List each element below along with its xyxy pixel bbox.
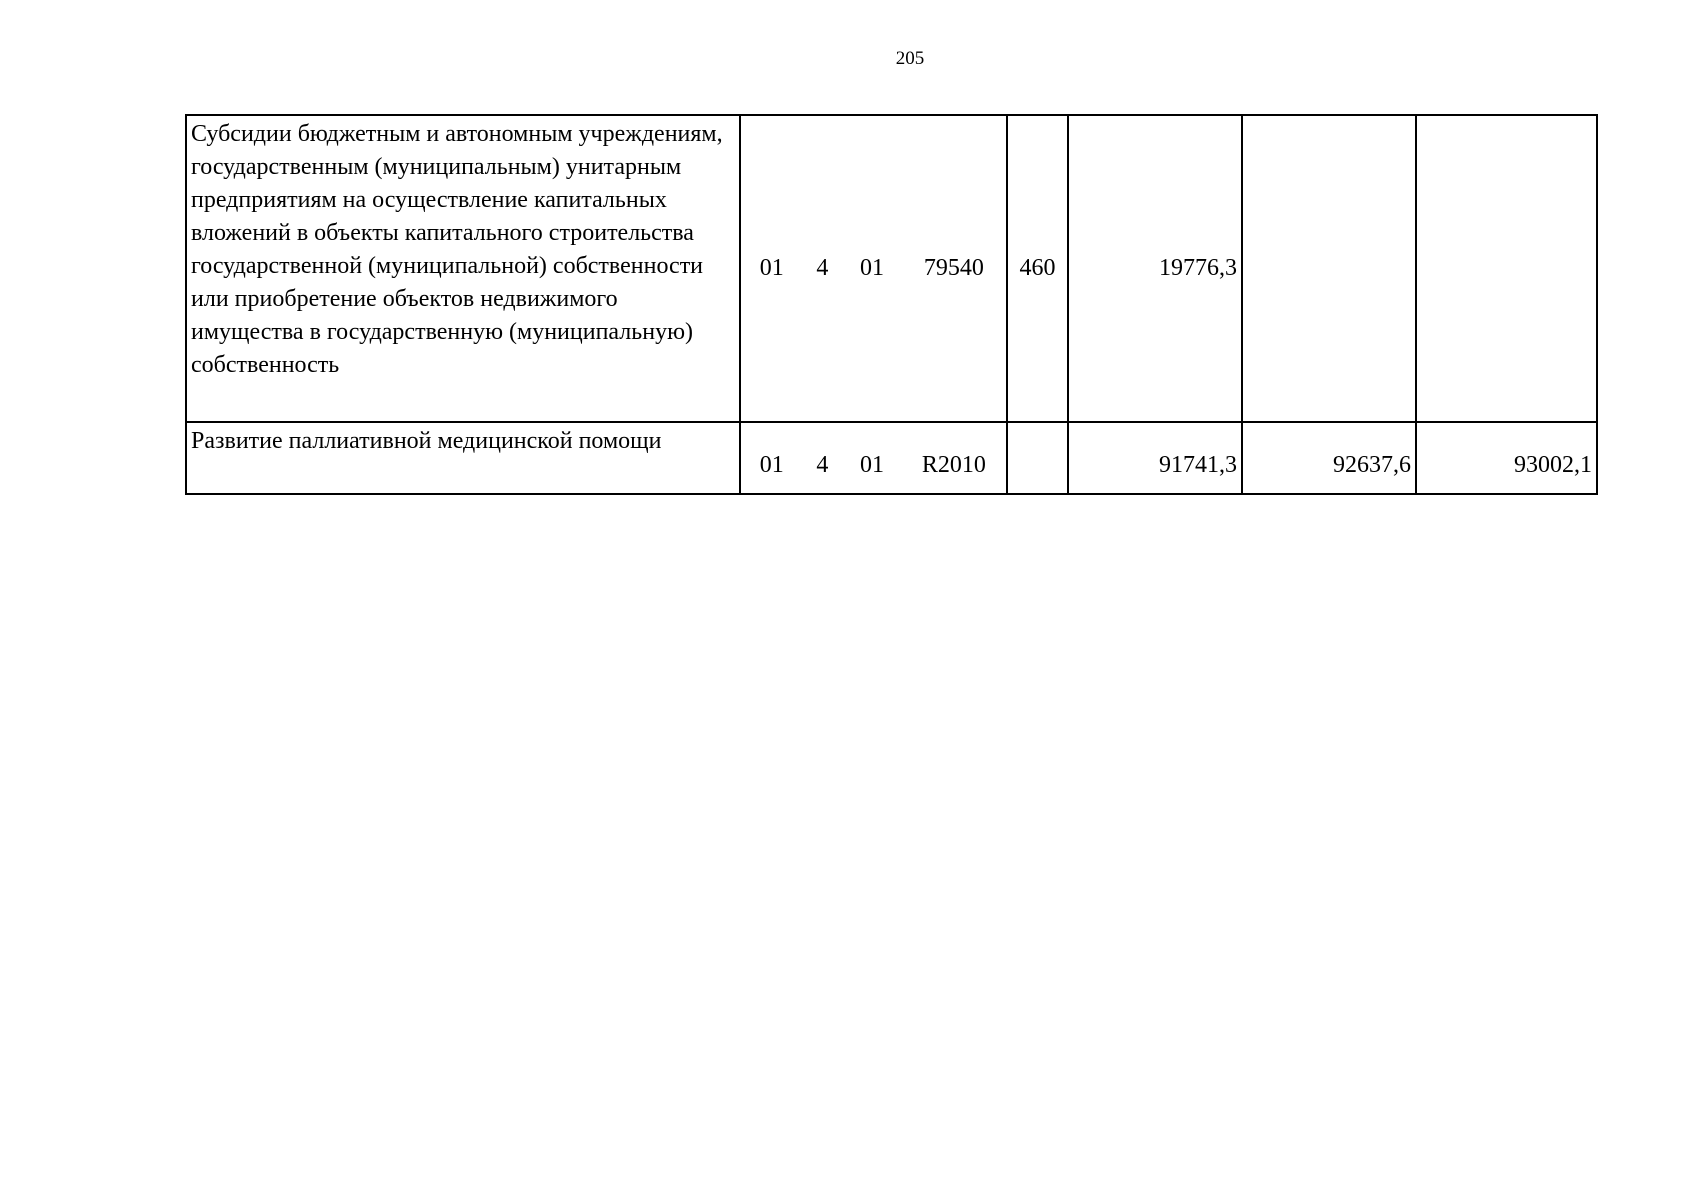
classification-code-cell [740,422,1007,494]
classification-code [741,252,1006,285]
code-main-event: 01 [860,451,884,478]
budget-table [185,114,1598,495]
code-program: 01 [759,451,784,478]
sum-year3-cell: 93002,1 [1416,422,1597,494]
sum-year1-cell: 91741,3 [1068,422,1242,494]
code-subprogram: 4 [816,255,829,281]
sum-year2-cell: 92637,6 [1242,422,1416,494]
code-subprogram: 4 [816,451,829,478]
code-main-event: 01 [860,255,884,281]
classification-code-cell [740,115,1007,422]
table-row [186,422,1597,494]
sum-year2-cell [1242,115,1416,422]
table-row [186,115,1597,422]
row-name-cell: Субсидии бюджетным и автономным учреждениям, государственным (муниципальным) унитарным предприятиям на осуществление капитальных вложений в объекты капитального строительства государственной (муниципальной) собственности или приобретение объектов недвижимого имущества в государственную (муниципальную) собственность [186,115,740,422]
classification-code [741,449,1006,482]
expense-type-cell: 460 [1007,115,1068,422]
code-direction: R2010 [921,451,986,478]
sum-year3-cell [1416,115,1597,422]
row-name-cell: Развитие паллиативной медицинской помощи [186,422,740,494]
code-direction: 79540 [923,255,984,281]
expense-type-cell [1007,422,1068,494]
code-program: 01 [759,255,784,281]
sum-year1-cell: 19776,3 [1068,115,1242,422]
page-number: 205 [895,48,925,69]
